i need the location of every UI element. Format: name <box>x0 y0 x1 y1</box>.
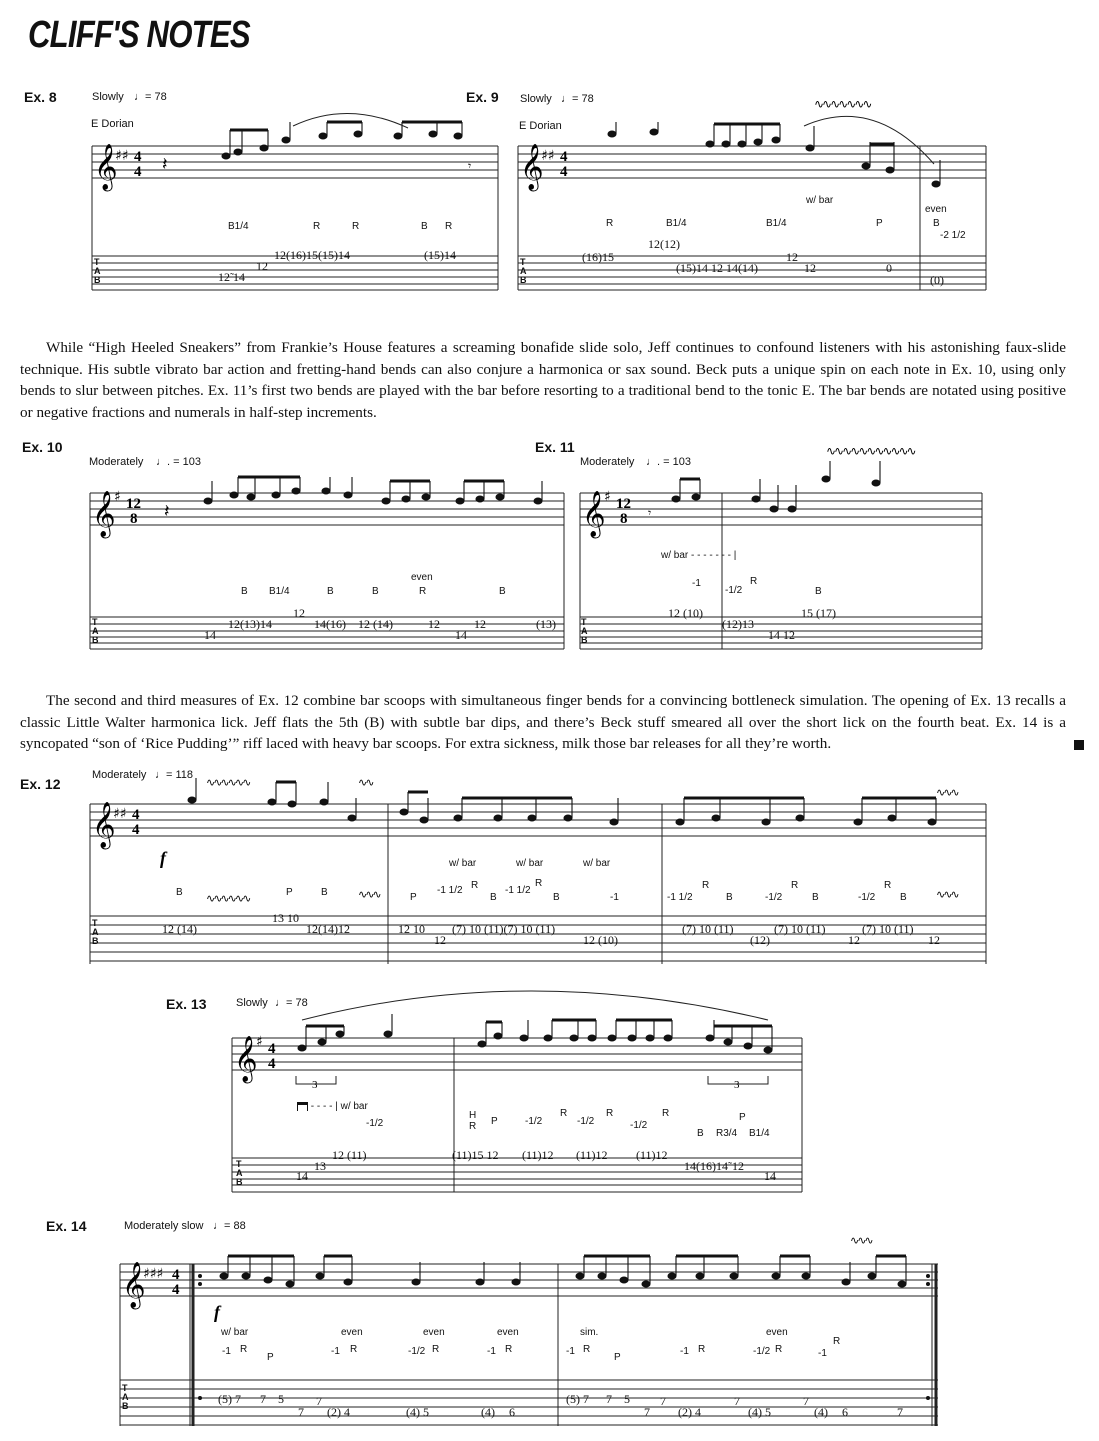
bar-dip-label: -1 <box>487 1346 496 1357</box>
release-label: R <box>240 1344 248 1355</box>
release-label: R <box>833 1336 841 1347</box>
svg-text:♯: ♯ <box>114 489 121 505</box>
svg-text:∿∿: ∿∿ <box>358 776 373 789</box>
tab-fret: 12(14)12 <box>306 922 350 936</box>
pull-off-label: P <box>614 1352 621 1363</box>
svg-text:𝄾: 𝄾 <box>648 506 652 520</box>
hammer-on-label: H <box>469 1110 477 1121</box>
tab-fret: 6 <box>509 1405 515 1419</box>
simile-label: sim. <box>580 1327 599 1338</box>
bend-label: B <box>933 218 940 229</box>
tab-fret: (5) 7 <box>218 1392 241 1406</box>
bend-label: B <box>372 586 379 597</box>
bar-technique-label: w/ bar <box>221 1327 249 1338</box>
bar-dip-label: -1/2 <box>366 1118 384 1129</box>
pull-off-label: P <box>410 892 417 903</box>
tab-fret: 12 (14) <box>162 922 197 936</box>
release-label: R <box>606 218 614 229</box>
bend-label: B <box>327 586 334 597</box>
release-label: R <box>432 1344 440 1355</box>
bend-label: B <box>241 586 248 597</box>
even-label: even <box>925 204 947 215</box>
tab-fret: 14 <box>764 1169 776 1183</box>
even-label: even <box>497 1327 519 1338</box>
release-label: R <box>352 221 360 232</box>
bar-dip-label: -1/2 <box>765 892 783 903</box>
bar-dip-label: -1 <box>692 578 701 589</box>
release-label: R <box>662 1108 670 1119</box>
svg-text:4: 4 <box>132 807 140 823</box>
bar-dip-label: -2 1/2 <box>940 230 966 241</box>
bar-dip-label: -1/2 <box>525 1116 543 1127</box>
release-label: R3/4 <box>716 1128 738 1139</box>
bend-label: B1/4 <box>666 218 687 229</box>
bar-technique-label: w/ bar - - - - - - - | <box>661 550 737 561</box>
release-label: R <box>419 586 427 597</box>
article-paragraph: The second and third measures of Ex. 12 combine bar scoops with simultaneous finger bends for a convincing bottleneck simulation. The opening of Ex. 13 recalls a classic Little Walter harmonica lick. Jeff flats the 5th (B) with subtle bar dips, and there’s Beck stuff smeared all over the short lick on the fourth beat. Ex. 14 is a syncopated “son of ‘Rice Pudding’” riff laced with heavy bar scoops. For extra sickness, milk those bar releases for all they’re worth. <box>20 692 1066 752</box>
bar-dip-label: -1 <box>610 892 619 903</box>
tab-fret: 7 <box>803 1394 809 1408</box>
example-label: Ex. 14 <box>46 1218 87 1234</box>
tab-fret: 12 <box>848 933 860 947</box>
example-label: Ex. 11 <box>535 439 575 455</box>
tab-fret: (7) 10 (11) <box>682 922 734 936</box>
bar-technique-label: w/ bar <box>583 858 611 869</box>
example-label: Ex. 12 <box>20 776 61 792</box>
release-label: R <box>702 880 710 891</box>
bpm-marking: ♩= 78 <box>134 91 167 103</box>
notation-staff <box>88 140 502 308</box>
bar-technique-label: w/ bar <box>516 858 544 869</box>
release-label: R <box>583 1344 591 1355</box>
treble-clef-icon: 𝄞 <box>92 802 116 848</box>
tab-fret: (11)12 <box>576 1148 608 1162</box>
tab-fret: 12 <box>804 261 816 275</box>
svg-text:4: 4 <box>268 1056 276 1072</box>
svg-text:∿∿∿∿∿∿∿: ∿∿∿∿∿∿∿ <box>814 97 871 111</box>
bar-dip-label: -1/2 <box>753 1346 771 1357</box>
key-marking: E Dorian <box>91 118 134 130</box>
example-label: Ex. 8 <box>24 89 57 105</box>
tab-fret: 13 10 <box>272 911 299 925</box>
svg-text:4: 4 <box>560 149 568 165</box>
tab-fret: (12)13 <box>722 617 754 631</box>
tab-fret: 7 <box>298 1405 304 1419</box>
svg-text:4: 4 <box>172 1267 180 1283</box>
bend-label: B <box>726 892 733 903</box>
tab-fret: 14(16)14˜12 <box>684 1159 744 1173</box>
bar-label: w/ bar <box>340 1101 368 1112</box>
svg-text:4: 4 <box>268 1041 276 1057</box>
tempo-marking: Moderately <box>580 456 635 468</box>
triplet-marking: 3 <box>312 1079 318 1091</box>
bar-dip-label: -1/2 <box>858 892 876 903</box>
bar-start-icon <box>297 1102 308 1111</box>
tab-fret: (7) 10 (11) <box>774 922 826 936</box>
release-label: R <box>445 221 453 232</box>
bar-dip-label: -1 <box>566 1346 575 1357</box>
bpm-marking: ♩= 88 <box>213 1220 246 1232</box>
tab-fret: 5 <box>624 1392 630 1406</box>
tab-fret: (15)14 12 14(14) <box>676 261 758 275</box>
even-label: even <box>423 1327 445 1338</box>
svg-text:∿∿∿∿∿∿: ∿∿∿∿∿∿ <box>206 776 250 789</box>
svg-text:∿∿∿: ∿∿∿ <box>358 888 380 901</box>
even-label: even <box>766 1327 788 1338</box>
tab-fret: 12 (10) <box>668 606 703 620</box>
svg-text:♯♯♯: ♯♯♯ <box>143 1266 164 1282</box>
key-marking: E Dorian <box>519 120 562 132</box>
bend-label: B1/4 <box>766 218 787 229</box>
page-header: CLIFF'S NOTES <box>28 14 250 56</box>
tab-fret: (2) 4 <box>327 1405 350 1419</box>
bar-technique-label: w/ bar <box>449 858 477 869</box>
tempo-marking: Slowly <box>92 91 124 103</box>
svg-text:𝄽: 𝄽 <box>164 501 170 522</box>
tab-clef: T A B <box>92 617 99 645</box>
tab-fret: 12 <box>434 933 446 947</box>
tab-fret: 12(12) <box>648 237 680 251</box>
bend-label: B <box>321 887 328 898</box>
release-label: R <box>350 1344 358 1355</box>
tempo-marking: Slowly <box>520 93 552 105</box>
release-label: R <box>750 576 758 587</box>
pull-off-label: P <box>739 1112 746 1123</box>
svg-text:♯♯: ♯♯ <box>113 806 127 822</box>
tab-fret: 12(13)14 <box>228 617 272 631</box>
treble-clef-icon: 𝄞 <box>94 144 118 190</box>
svg-text:4: 4 <box>560 164 568 180</box>
tab-fret: 14 <box>455 628 467 642</box>
tab-fret: 7 <box>734 1394 740 1408</box>
release-label: R <box>469 1121 477 1132</box>
svg-text:𝄽: 𝄽 <box>162 154 168 175</box>
bar-dip-label: -1/2 <box>630 1120 648 1131</box>
tab-fret: (15)14 <box>424 248 456 262</box>
tab-fret: (7) 10 (11)(7) 10 (11) <box>452 922 556 936</box>
example-label: Ex. 13 <box>166 996 207 1012</box>
dynamic-marking: f <box>160 848 166 868</box>
svg-text:♯: ♯ <box>604 489 611 505</box>
svg-text:∿∿∿: ∿∿∿ <box>936 786 958 799</box>
bar-label: w/ bar <box>661 550 689 561</box>
even-label: even <box>341 1327 363 1338</box>
tab-clef: T A B <box>122 1383 129 1411</box>
bend-label: B <box>176 887 183 898</box>
tempo-marking: Moderately <box>92 769 147 781</box>
tab-fret: 12 <box>293 606 305 620</box>
tab-fret: 12(16)15(15)14 <box>274 248 350 262</box>
bend-label: B <box>553 892 560 903</box>
tab-fret: 12̃ 14 <box>218 270 245 284</box>
svg-text:∿∿∿: ∿∿∿ <box>850 1234 872 1247</box>
tab-fret: (4) <box>481 1405 495 1419</box>
svg-text:∿∿∿: ∿∿∿ <box>936 888 958 901</box>
bend-label: B1/4 <box>228 221 249 232</box>
tab-clef: T A B <box>520 257 527 285</box>
release-label: R <box>313 221 321 232</box>
tempo-marking: Moderately slow <box>124 1220 204 1232</box>
tab-fret: 7 <box>644 1405 650 1419</box>
bar-technique-label: - - - - | w/ bar <box>297 1101 368 1112</box>
tab-fret: 14 12 <box>768 628 795 642</box>
tab-fret: (4) 5 <box>406 1405 429 1419</box>
treble-clef-icon: 𝄞 <box>582 491 606 537</box>
tab-fret: 7 <box>316 1394 322 1408</box>
tab-clef: T A B <box>94 257 101 285</box>
svg-text:4: 4 <box>134 149 142 165</box>
bend-label: B <box>499 586 506 597</box>
bar-dip-label: -1 1/2 <box>505 885 531 896</box>
pull-off-label: P <box>267 1352 274 1363</box>
tab-fret: (11)12 <box>636 1148 668 1162</box>
svg-text:8: 8 <box>620 511 628 527</box>
tab-fret: 12 <box>474 617 486 631</box>
tab-fret: 7 <box>660 1394 666 1408</box>
tab-fret: (4) <box>814 1405 828 1419</box>
tab-clef: T A B <box>236 1159 243 1187</box>
svg-text:12: 12 <box>126 496 141 512</box>
bend-label: B <box>815 586 822 597</box>
tab-fret: 15 (17) <box>801 606 836 620</box>
release-label: R <box>775 1344 783 1355</box>
pull-off-label: P <box>876 218 883 229</box>
svg-text:♯: ♯ <box>256 1034 263 1050</box>
tab-fret: (4) 5 <box>748 1405 771 1419</box>
release-label: R <box>606 1108 614 1119</box>
bend-label: B1/4 <box>749 1128 770 1139</box>
tab-fret: (16)15 <box>582 250 614 264</box>
bar-dip-label: -1 <box>680 1346 689 1357</box>
tab-fret: (5) 7 <box>566 1392 589 1406</box>
tab-fret: (11)12 <box>522 1148 554 1162</box>
svg-text:12: 12 <box>616 496 631 512</box>
tab-fret: 14(16) <box>314 617 346 631</box>
tab-fret: 12 <box>256 259 268 273</box>
even-label: even <box>411 572 433 583</box>
release-label: R <box>791 880 799 891</box>
bend-label: B <box>697 1128 704 1139</box>
bar-dip-label: -1/2 <box>408 1346 426 1357</box>
tab-fret: 14 <box>296 1169 308 1183</box>
treble-clef-icon: 𝄞 <box>92 491 116 537</box>
svg-text:♯♯: ♯♯ <box>115 148 129 164</box>
tab-clef: T A B <box>92 918 99 946</box>
treble-clef-icon: 𝄞 <box>234 1036 258 1082</box>
svg-text:4: 4 <box>132 822 140 838</box>
release-label: R <box>698 1344 706 1355</box>
bpm-marking: ♩= 78 <box>275 997 308 1009</box>
svg-text:𝄾: 𝄾 <box>468 159 472 173</box>
tab-fret: (12) <box>750 933 770 947</box>
bend-label: B <box>900 892 907 903</box>
tab-fret: 5 <box>278 1392 284 1406</box>
svg-text:♯♯: ♯♯ <box>541 148 555 164</box>
tab-fret: (13) <box>536 617 556 631</box>
example-label: Ex. 9 <box>466 89 499 105</box>
tab-fret: 12 <box>786 250 798 264</box>
bar-dip-label: -1/2 <box>577 1116 595 1127</box>
tempo-marking: Slowly <box>236 997 268 1009</box>
release-label: R <box>471 880 479 891</box>
tab-fret: 7 <box>897 1405 903 1419</box>
bar-dip-label: -1 1/2 <box>437 885 463 896</box>
bar-dip-label: -1 <box>331 1346 340 1357</box>
svg-text:∿∿∿∿∿∿∿∿∿∿∿: ∿∿∿∿∿∿∿∿∿∿∿ <box>826 444 915 458</box>
article-paragraph: While “High Heeled Sneakers” from Frankie’s House features a screaming bonafide slide solo, Jeff continues to confound listeners with his astonishing faux-slide technique. His subtle vibrato bar action and fretting-hand bends can also conjure a harmonica or sax sound. Beck puts a unique spin on each note in Ex. 10, using only bends to slur between pitches. Ex. 11’s first two bends are played with the bar before resorting to a traditional bend to the tonic E. The bar bends are notated using positive or negative fractions and numerals in half-step increments. <box>20 339 1066 421</box>
pull-off-label: P <box>286 887 293 898</box>
bpm-marking: ♩. = 103 <box>646 456 691 468</box>
tab-clef: T A B <box>581 617 588 645</box>
tab-fret: 14 <box>204 628 216 642</box>
example-label: Ex. 10 <box>22 439 63 455</box>
bar-technique-label: w/ bar <box>806 195 834 206</box>
release-label: R <box>560 1108 568 1119</box>
treble-clef-icon: 𝄞 <box>520 144 544 190</box>
tab-fret: 0 <box>886 261 892 275</box>
tab-fret: 6 <box>842 1405 848 1419</box>
bend-label: B <box>812 892 819 903</box>
bar-dip-label: -1/2 <box>725 585 743 596</box>
tab-fret: (7) 10 (11) <box>862 922 914 936</box>
release-label: R <box>884 880 892 891</box>
bend-label: B1/4 <box>269 586 290 597</box>
tab-fret: 12 <box>428 617 440 631</box>
release-label: R <box>505 1344 513 1355</box>
dynamic-marking: f <box>214 1302 220 1322</box>
tab-fret: (0) <box>930 273 944 287</box>
bend-label: B <box>421 221 428 232</box>
bar-dip-label: -1 1/2 <box>667 892 693 903</box>
bar-dip-label: -1 <box>222 1346 231 1357</box>
release-label: R <box>535 878 543 889</box>
bend-label: B <box>490 892 497 903</box>
bpm-marking: ♩= 118 <box>155 769 194 781</box>
tab-fret: 12 (10) <box>583 933 618 947</box>
bpm-marking: ♩= 78 <box>561 93 594 105</box>
tab-fret: 12 10 <box>398 922 425 936</box>
tab-fret: 12 (11) <box>332 1148 367 1162</box>
svg-text:∿∿∿∿∿∿: ∿∿∿∿∿∿ <box>206 892 250 905</box>
tempo-marking: Moderately <box>89 456 144 468</box>
tab-fret: 7 <box>606 1392 612 1406</box>
tab-fret: 7 <box>260 1392 266 1406</box>
triplet-marking: 3 <box>734 1079 740 1091</box>
end-of-article-icon <box>1074 740 1084 750</box>
svg-text:4: 4 <box>134 164 142 180</box>
tab-fret: (2) 4 <box>678 1405 701 1419</box>
treble-clef-icon: 𝄞 <box>122 1262 146 1308</box>
bar-dip-label: -1 <box>818 1348 827 1359</box>
tab-fret: 13 <box>314 1159 326 1173</box>
pull-off-label: P <box>491 1116 498 1127</box>
tab-fret: 12 <box>928 933 940 947</box>
bpm-marking: ♩. = 103 <box>156 456 201 468</box>
svg-text:4: 4 <box>172 1282 180 1298</box>
svg-text:8: 8 <box>130 511 138 527</box>
tab-fret: (11)15 12 <box>452 1148 499 1162</box>
tab-fret: 12 (14) <box>358 617 393 631</box>
